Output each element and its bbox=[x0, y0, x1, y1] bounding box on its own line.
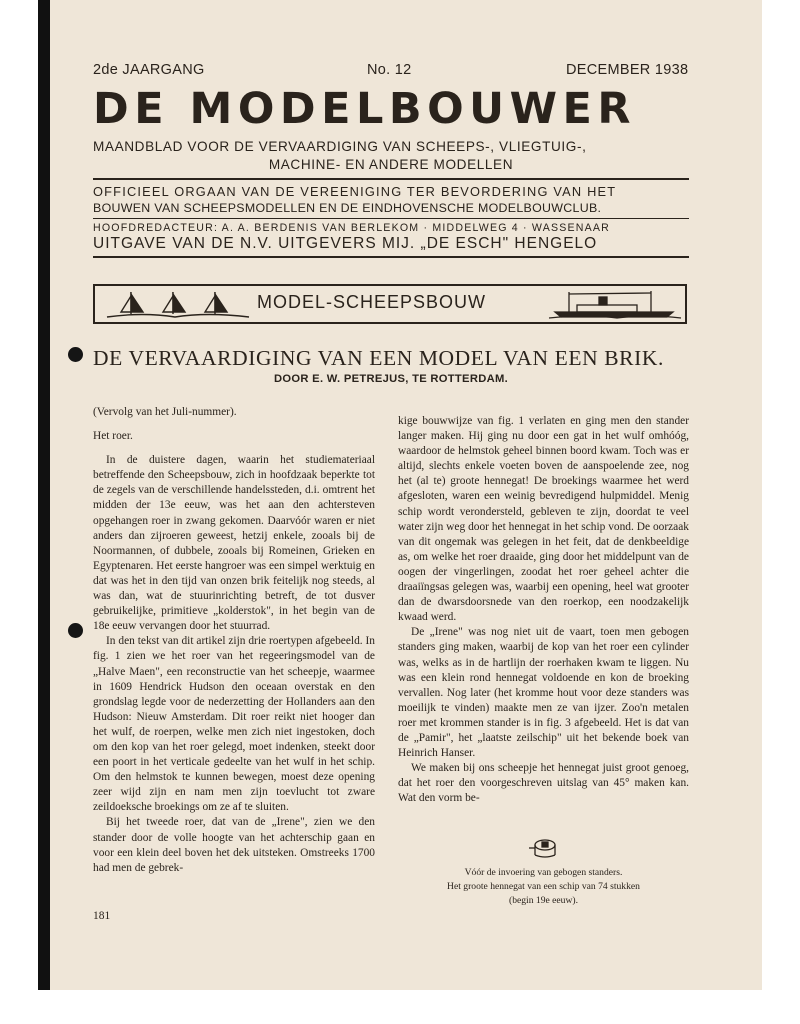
section-heading: Het roer. bbox=[93, 430, 133, 443]
paragraph: kige bouwwijze van fig. 1 verlaten en ging men den stander langer maken. Hij ging nu door een gat in het wulf omhóóg, waardoor de helmstok geheel binnen boord kwam. Toch was er altijd, slechts enkele voeten boven de aanspoelende zee, nog het (al te) groote hennegat! De broekings waarmee het werd afgesloten, waren een weinig bevredigend hulpmiddel. Menig schip wordt verondersteld, gebleven te zijn, doordat te veel water zijn weg door het hennegat in het schip vond. De oorzaak van dit ongemak was gelegen in het feit, dat de denkbeeldige as, om welke het roer draaide, ging door het middelpunt van de oogen der vingerlingen, zoodat het roer geheel achter die draaiïngsas gelegen was, waarbij een opening, heel wat grooter dan de dwarsdoorsnede van den roerkop, een noodzakelijk kwaad werd. bbox=[398, 415, 689, 624]
publisher-line: UITGAVE VAN DE N.V. UITGEVERS MIJ. „DE ESCH" HENGELO bbox=[93, 235, 598, 252]
divider bbox=[93, 218, 689, 219]
section-banner bbox=[93, 284, 687, 324]
steamship-icon bbox=[547, 288, 683, 322]
caption-line: Vóór de invoering van gebogen standers. bbox=[464, 867, 623, 878]
official-line-1: OFFICIEEL ORGAAN VAN DE VEREENIGING TER BEVORDERING VAN HET bbox=[93, 184, 617, 199]
paragraph: We maken bij ons scheepje het hennegat juist groot genoeg, dat het roer den voorgeschreven uitslag van 45° maken kan. Wat den vorm be- bbox=[398, 762, 689, 805]
article-title: DE VERVAARDIGING VAN EEN MODEL VAN EEN BRIK. bbox=[93, 346, 664, 370]
paragraph: Bij het tweede roer, dat van de „Irene", zien we den stander door de volle hoogte van het achterschip gaan en voor een klein deel boven het dek uitsteken. Omstreeks 1700 had men de gebrek- bbox=[93, 816, 375, 874]
volume-label: 2de JAARGANG bbox=[93, 62, 205, 78]
paragraph: De „Irene" was nog niet uit de vaart, toen men gebogen standers ging maken, waarbij de kop van het roer een cylinder was, welks as in de hartlijn der roerhaken kwam te liggen. Nu was een klein rond hennegat voldoende en kon de broeking vervallen. Nog later (het kromme hout voor deze standers was moeilijk te vinden) maakte men ze van ijzer. Zoo'n metalen roer met krommen stander is in fig. 3 afgebeeld. Het is dat van de „Pamir", het „laatste zeilschip" uit het bekende boek van Heinrich Hanser. bbox=[398, 626, 689, 760]
official-line-2: BOUWEN VAN SCHEEPSMODELLEN EN DE EINDHOVENSCHE MODELBOUWCLUB. bbox=[93, 201, 602, 215]
article-column-right bbox=[398, 414, 689, 806]
page-number: 181 bbox=[93, 910, 111, 922]
issue-number: No. 12 bbox=[367, 62, 412, 78]
editor-line: HOOFDREDACTEUR: A. A. BERDENIS VAN BERLEKOM · MIDDELWEG 4 · WASSENAAR bbox=[93, 222, 611, 234]
divider bbox=[93, 256, 689, 258]
divider bbox=[93, 178, 689, 180]
rudder-head-icon bbox=[527, 836, 563, 860]
punch-hole bbox=[68, 623, 83, 638]
subtitle-line-2: MACHINE- EN ANDERE MODELLEN bbox=[268, 157, 514, 172]
caption-line: (begin 19e eeuw). bbox=[509, 895, 578, 906]
caption-line: Het groote hennegat van een schip van 74 stukken bbox=[447, 881, 640, 892]
punch-hole bbox=[68, 347, 83, 362]
sailing-ships-icon bbox=[103, 288, 253, 322]
article-column-left bbox=[93, 405, 375, 876]
section-title: MODEL-SCHEEPSBOUW bbox=[257, 292, 487, 312]
figure-caption bbox=[398, 866, 689, 908]
subtitle-line-1: MAANDBLAD VOOR DE VERVAARDIGING VAN SCHEEPS-, VLIEGTUIG-, bbox=[93, 139, 587, 154]
issue-date: DECEMBER 1938 bbox=[566, 62, 689, 78]
article-byline: DOOR E. W. PETREJUS, TE ROTTERDAM. bbox=[274, 373, 508, 385]
binding-edge bbox=[38, 0, 50, 990]
continuation-note: (Vervolg van het Juli-nummer). bbox=[93, 406, 237, 418]
paragraph: In de duistere dagen, waarin het studiemateriaal betreffende den Scheepsbouw, zich in hoofdzaak beperkte tot de zegels van de verschillende handelssteden, d.i. omtrent het midden der 13e eeuw, was het aan den achtersteven opgehangen roer in zwang gekomen. Daarvóór waren er niet anders dan zijroeren geweest, hetzij enkele, zooals bij de Noormannen, of dubbele, zooals bij Romeinen, Grieken en Egyptenaren. Het eerste hangroer was een simpel werktuig en dat was het in den tijd van onzen brik feitelijk nog steeds, al was dan, wat de stuurinrichting betreft, de tot dusver gebruikelijke, primitieve „kolderstok", in het begin van de 18e eeuw vervangen door het stuurrad. bbox=[93, 454, 375, 633]
masthead-title: DE MODELBOUWER bbox=[93, 84, 637, 134]
paragraph: In den tekst van dit artikel zijn drie roertypen afgebeeld. In fig. 1 zien we het roer van het regeeringsmodel van de „Halve Maen", een reconstructie van het scheepje, waarmee in 1609 Hendrick Hudson den oceaan overstak en den grondslag legde voor de nederzetting der Hollanders aan den Hudson: Nieuw Amsterdam. Dit roer reikt niet hooger dan het wulf, de roerpen, welke men zich niet ingestoken, doch om den kop van het roer gelegd, moet indenken, steekt door een poort in het verticale gedeelte van het wulf in het schip. Om den helmstok te kunnen bewegen, moest deze opening zeer wijd zijn en nam men zijn toevlucht tot zware zeildoeksche broekings om ze af te sluiten. bbox=[93, 635, 375, 814]
